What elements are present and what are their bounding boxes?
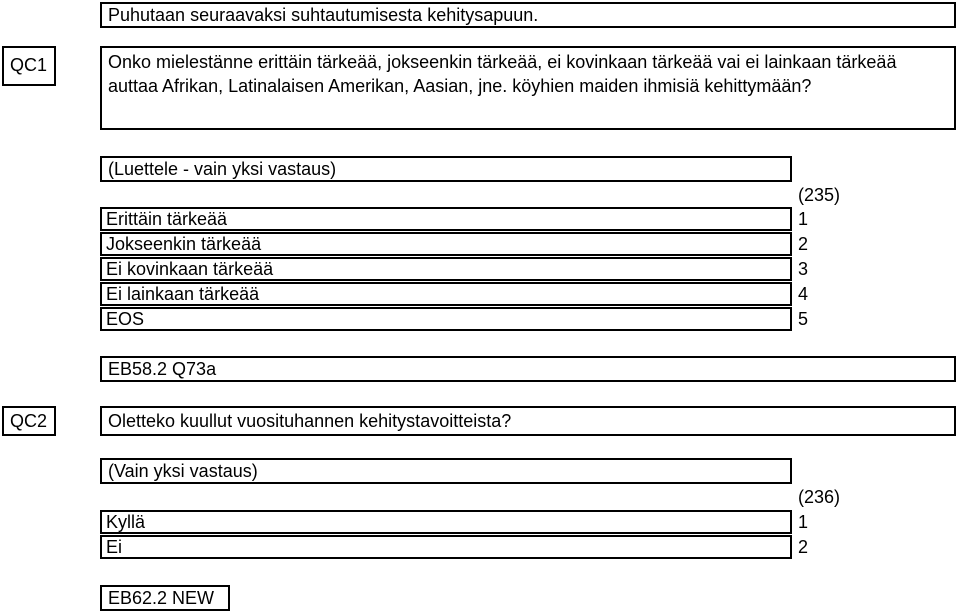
column-code-qc1: (235) bbox=[798, 185, 841, 205]
answer-row bbox=[100, 307, 792, 331]
answer-code: 4 bbox=[798, 284, 809, 304]
answer-label: Ei lainkaan tärkeää bbox=[106, 284, 260, 304]
instruction-qc1 bbox=[100, 156, 792, 182]
answer-code: 3 bbox=[798, 259, 809, 279]
answer-code: 2 bbox=[798, 234, 809, 254]
answer-label: Kyllä bbox=[106, 512, 146, 532]
intro-text bbox=[100, 2, 956, 28]
question-id-qc2 bbox=[2, 406, 56, 436]
source-ref-qc1 bbox=[100, 356, 956, 382]
question-id-qc1 bbox=[2, 46, 56, 86]
qc2-question-label: Oletteko kuullut vuosituhannen kehitystavoitteista? bbox=[108, 411, 512, 431]
qc2-id-label: QC2 bbox=[10, 411, 48, 431]
answer-label: Ei kovinkaan tärkeää bbox=[106, 259, 274, 279]
answer-label: Jokseenkin tärkeää bbox=[106, 234, 262, 254]
answer-code: 1 bbox=[798, 512, 809, 532]
answer-label: Ei bbox=[106, 537, 123, 557]
qc1-question-label: Onko mielestänne erittäin tärkeää, jokseenkin tärkeää, ei kovinkaan tärkeää vai ei lainkaan tärkeää auttaa Afrikan, Latinalaisen Amerikan, Aasian, jne. köyhien maiden ihmisiä kehittymään? bbox=[108, 52, 897, 96]
answer-label: EOS bbox=[106, 309, 145, 329]
answer-row bbox=[100, 510, 792, 534]
answer-code: 2 bbox=[798, 537, 809, 557]
answer-row bbox=[100, 282, 792, 306]
answer-label: Erittäin tärkeää bbox=[106, 209, 228, 229]
answer-row bbox=[100, 257, 792, 281]
answer-code: 5 bbox=[798, 309, 809, 329]
intro-label: Puhutaan seuraavaksi suhtautumisesta kehitysapuun. bbox=[108, 5, 539, 25]
question-text-qc1 bbox=[100, 46, 956, 130]
qc2-instruction-label: (Vain yksi vastaus) bbox=[108, 461, 258, 481]
answer-row bbox=[100, 207, 792, 231]
answer-code: 1 bbox=[798, 209, 809, 229]
column-code-qc2: (236) bbox=[798, 487, 841, 507]
qc1-instruction-label: (Luettele - vain yksi vastaus) bbox=[108, 159, 337, 179]
answer-row bbox=[100, 232, 792, 256]
qc1-source-label: EB58.2 Q73a bbox=[108, 359, 217, 379]
qc1-id-label: QC1 bbox=[10, 55, 48, 75]
question-text-qc2 bbox=[100, 406, 956, 436]
instruction-qc2 bbox=[100, 458, 792, 484]
source-ref-qc2 bbox=[100, 585, 230, 611]
qc2-source-label: EB62.2 NEW bbox=[108, 588, 215, 608]
answer-row bbox=[100, 535, 792, 559]
